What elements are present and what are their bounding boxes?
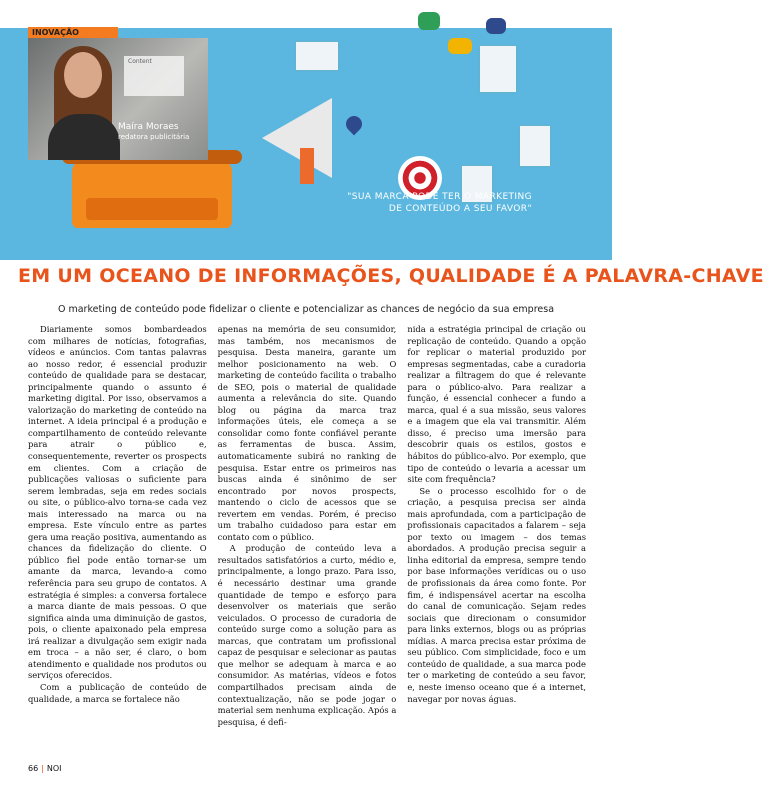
article-headline: EM UM OCEANO DE INFORMAÇÕES, QUALIDADE É A PALAVRA-CHAVE xyxy=(18,265,764,287)
document-icon xyxy=(296,42,338,70)
document-icon xyxy=(480,46,516,92)
text-column-3 xyxy=(407,324,586,732)
page-footer xyxy=(28,764,62,773)
page-number: 66 xyxy=(28,764,39,773)
paragraph: Diariamente somos bombardeados com milhares de notícias, fotografias, vídeos e anúncios. Com tantas palavras ao nosso redor, é essencial produzir conteúdo de qualidade para se destacar, principalmente quando o assunto é marketing digital. Por isso, observamos a valorização do marketing de conteúdo na internet. A ideia principal é a produção e compartilhamento de conteúdo relevante para atrair o público e, consequentemente, reverter os prospects em clientes. Com a criação de publicações valiosas o suficiente para serem lembradas, seja em redes sociais ou site, o público-alvo torna-se cada vez mais interessado na marca ou na empresa. Este vínculo entre as partes gera uma reação positiva, aumentando as chances da fidelização do cliente. O público fiel pode então tornar-se um amante da marca, levando-a como referência para seu grupo de contatos. A estratégia é simples: a conversa fortalece a marca diante de mais pessoas. O que significa ainda uma diminuição de gastos, pois, o cliente apaixonado pela empresa irá realizar a divulgação sem exigir nada em troca – a não ser, é claro, o bom atendimento e qualidade nos produtos ou serviços oferecidos. xyxy=(28,324,207,681)
message-icon xyxy=(486,18,506,34)
pull-quote-line: "SUA MARCA PODE TER O MARKETING xyxy=(347,192,532,202)
location-pin-icon xyxy=(343,113,366,136)
author-role: redatora publicitária xyxy=(118,133,190,141)
document-icon xyxy=(520,126,550,166)
article-subtitle: O marketing de conteúdo pode fidelizar o cliente e potencializar as chances de negócio da sua empresa xyxy=(57,304,555,315)
megaphone-icon xyxy=(262,98,332,178)
photo-caption: Content xyxy=(124,56,184,96)
megaphone-handle xyxy=(300,148,314,184)
speech-bubble-icon xyxy=(448,38,472,54)
pull-quote xyxy=(347,191,532,215)
author-body xyxy=(48,114,120,160)
paragraph: Com a publicação de conteúdo de qualidade, a marca se fortalece não xyxy=(28,681,207,704)
pull-quote-line: DE CONTEÚDO A SEU FAVOR" xyxy=(388,204,532,214)
paragraph: Se o processo escolhido for o de criação, a pesquisa precisa ser ainda mais aprofundada, com a participação de profissionais capacitados a falarem – seja por texto ou imagem – dos temas abordados. A produção precisa seguir a linha editorial da empresa, sempre tendo por base informações verídicas ou o uso de profissionais da área como fonte. Por fim, é indispensável acertar na escolha do canal de comunicação. Sejam redes sociais que direcionam o consumidor para links externos, blogs ou as próprias mídias. A marca precisa estar próxima de seu público. Com simplicidade, foco e um conteúdo de qualidade, a sua marca pode ter o marketing de conteúdo a seu favor, e, neste imenso oceano que é a internet, navegar por novas águas. xyxy=(407,485,587,704)
author-name: Maíra Moraes xyxy=(118,122,179,132)
article-body xyxy=(28,324,586,732)
typewriter-illustration xyxy=(72,158,232,228)
chat-bubble-icon xyxy=(418,12,440,30)
section-tag: INOVAÇÃO xyxy=(28,27,118,38)
text-column-2 xyxy=(218,324,397,732)
footer-separator: | xyxy=(41,764,44,773)
author-credit xyxy=(118,122,189,142)
text-column-1 xyxy=(28,324,207,732)
paragraph: nida a estratégia principal de criação ou replicação de conteúdo. Quando a opção for replicar o material produzido por empresas segmentadas, cabe a curadoria realizar a filtragem do que é relevante para o público-alvo. Para realizar a função, é essencial conhecer a fundo a marca, qual é a sua missão, seus valores e a imagem que ela vai transmitir. Além disso, é preciso uma imersão para descobrir quais os estilos, gostos e hábitos do público-alvo. Por exemplo, que tipo de conteúdo o levaria a acessar um site com frequência? xyxy=(407,324,587,485)
author-face xyxy=(64,52,102,98)
typewriter-keyboard xyxy=(86,198,218,220)
publication-name: NOI xyxy=(46,764,62,773)
paragraph: apenas na memória de seu consumidor, mas também, nos mecanismos de pesquisa. Desta maneira, garante um melhor posicionamento na web. O marketing de conteúdo facilita o trabalho de SEO, pois o material de qualidade aumenta a relevância do site. Quando blog ou página da marca traz informações úteis, ele começa a se consolidar como fonte confiável perante as ferramentas de busca. Assim, automaticamente subirá no ranking de pesquisa. Estar entre os primeiros nas buscas ainda é sinônimo de ser encontrado por novos prospects, mantendo o ciclo de acessos que se revertem em vendas. Porém, é preciso um trabalho cuidadoso para estar em contato com o público. xyxy=(217,324,397,542)
paragraph: A produção de conteúdo leva a resultados satisfatórios a curto, médio e, principalmente, a longo prazo. Para isso, é necessário destinar uma grande quantidade de tempo e esforço para desenvolver os materiais que serão veiculados. O processo de curadoria de conteúdo surge como a solução para as marcas, que contratam um profissional capaz de pesquisar e selecionar as pautas que melhor se adequam à marca e ao consumidor. As matérias, vídeos e fotos compartilhados precisam ainda de contextualização, não se pode jogar o material sem nenhuma explicação. Após a pesquisa, é defi- xyxy=(217,543,397,727)
